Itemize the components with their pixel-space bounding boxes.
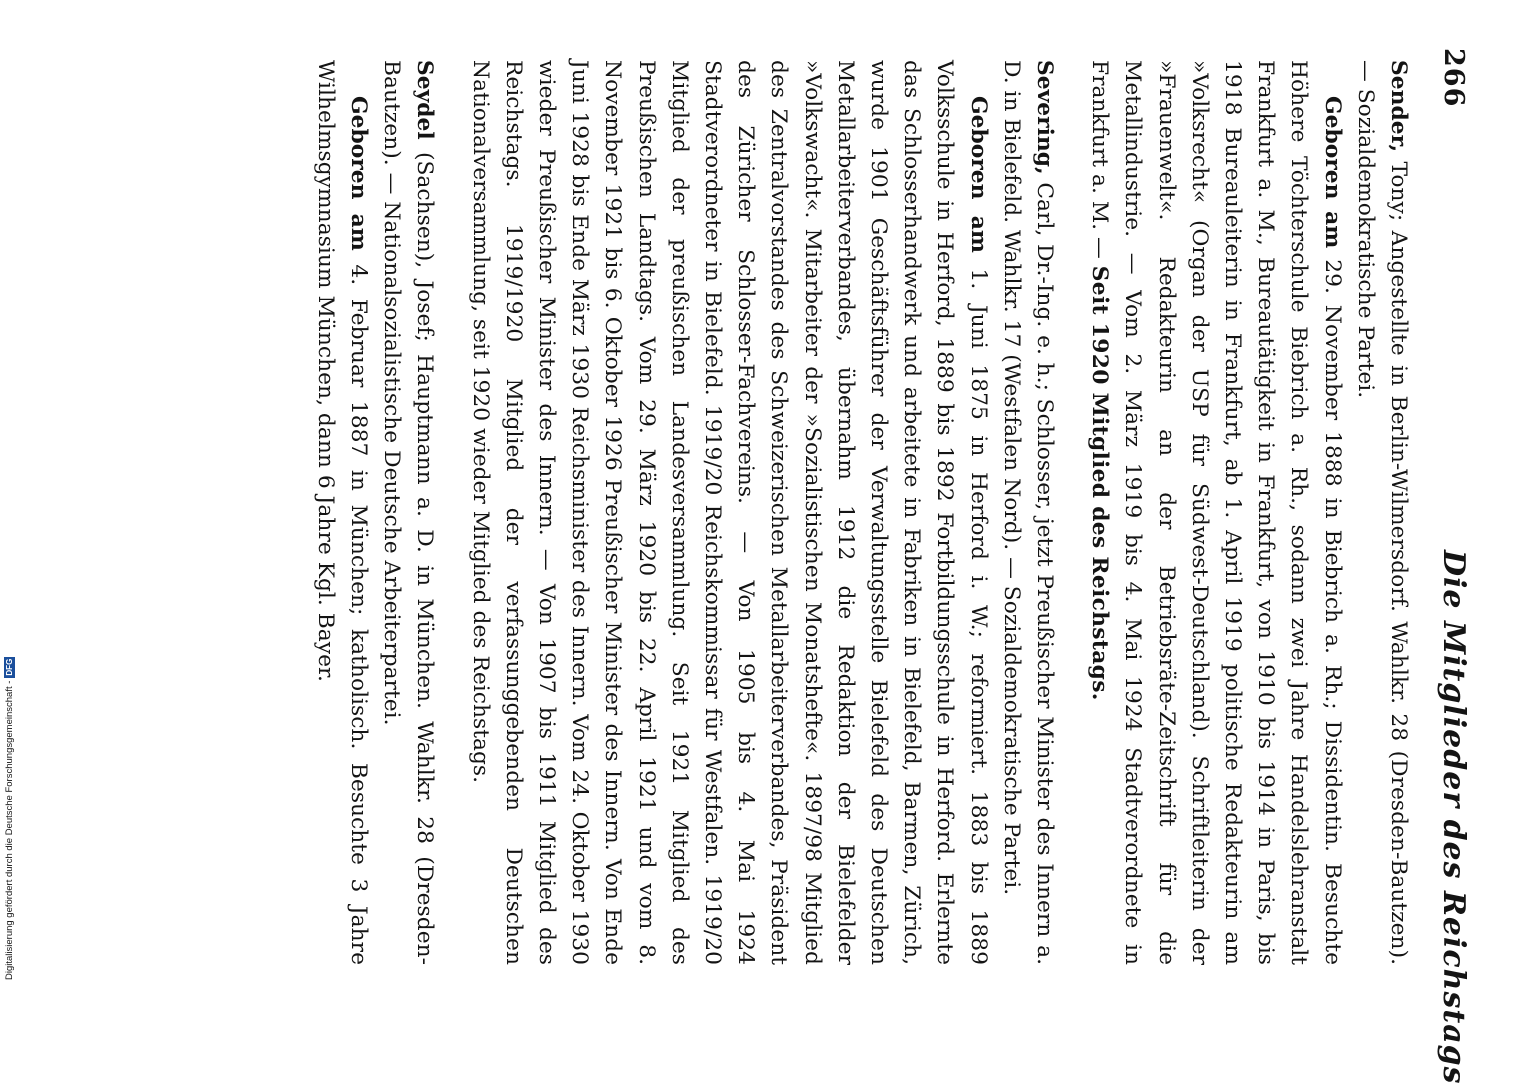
- entry-header: [995, 60, 1061, 965]
- member-details: (Sachsen), Josef; Hauptmann a. D. in München. Wahlkr. 28 (Dresden-Bautzen). — Nationalsozialistische Deutsche Arbeiterpartei.: [379, 60, 438, 965]
- member-name: Severing,: [1031, 60, 1057, 175]
- member-entry-severing: [463, 60, 1061, 965]
- birth-lead: Geboren am: [1319, 96, 1345, 249]
- entry-biography: [1083, 60, 1349, 965]
- page-number: 266: [1438, 48, 1469, 108]
- entry-header: [1349, 60, 1415, 965]
- birth-lead: Geboren am: [345, 96, 371, 251]
- member-entry-sender: [1083, 60, 1415, 965]
- biography-text: 29. November 1888 in Biebrich a. Rh.; Dissidentin. Besuchte Höhere Töchterschule Biebrich a. Rh., sodann zwei Jahre Handelslehranstalt Frankfurt a. M., Bureautätigkeit in Frankfurt, von 1910 bis 1914 in Paris, bis 1918 Bureauleiterin in Frankfurt, ab 1. April 1919 politische Redakteurin am »Volksrecht« (Organ der USP für Südwest-Deutschland). Schriftleiterin der »Frauenwelt«. Redakteurin an der Betriebsräte-Zeitschrift für die Metallindustrie. — Vom 2. März 1919 bis 4. Mai 1924 Stadtverordnete in Frankfurt a. M. —: [1087, 60, 1345, 965]
- credit-text: Digitalisierung gefördert durch die Deutsche Forschungsgemeinschaft -: [4, 680, 16, 980]
- page-body: [287, 60, 1416, 965]
- entry-biography: [309, 60, 375, 965]
- member-entry-seydel: [309, 60, 442, 965]
- biography-text: 4. Februar 1887 in München; katholisch. Besuchte 3 Jahre Wilhelmsgymnasium München, dann 6 Jahre Kgl. Bayer.: [312, 60, 371, 965]
- birth-lead: Geboren am: [965, 96, 991, 253]
- member-details: Carl, Dr.-Ing. e. h.; Schlosser, jetzt Preußischer Minister des Innern a. D. in Bielefeld. Wahlkr. 17 (Westfalen Nord). — Sozialdemokratische Partei.: [998, 60, 1057, 965]
- member-name: Sender,: [1386, 60, 1411, 153]
- entry-header: [375, 60, 441, 965]
- digitization-credit: [4, 590, 16, 980]
- member-details: Tony; Angestellte in Berlin-Wilmersdorf. Wahlkr. 28 (Dresden-Bautzen). — Sozialdemokratische Partei.: [1352, 60, 1411, 965]
- running-head: Die Mitglieder des Reichstags: [1436, 550, 1471, 1085]
- dfg-logo: DFG: [5, 658, 14, 676]
- entry-biography: [463, 60, 994, 965]
- biography-emphasis: Seit 1920 Mitglied des Reichstags.: [1087, 265, 1113, 701]
- biography-text: 1. Juni 1875 in Herford i. W.; reformiert. 1883 bis 1889 Volksschule in Herford, 1889 bis 1892 Fortbildungsschule in Herford. Erlernte das Schlosserhandwerk und arbeitete in Fabriken in Bielefeld, Barmen, Zürich, wurde 1901 Geschäftsführer der Verwaltungsstelle Bielefeld des Deutschen Metallarbeiterverbandes, übernahm 1912 die Redaktion der Bielefelder »Volkswacht«. Mitarbeiter der »Sozialistischen Monatshefte«. 1897/98 Mitglied des Zentralvorstandes des Schweizerischen Metallarbeiterverbandes, Präsident des Züricher Schlosser-Fachvereins. — Von 1905 bis 4. Mai 1924 Stadtverordneter in Bielefeld. 1919/20 Reichskommissar für Westfalen. 1919/20 Mitglied der preußischen Landesversammlung. Seit 1921 Mitglied des Preußischen Landtags. Vom 29. März 1920 bis 22. April 1921 und vom 8. November 1921 bis 6. Oktober 1926 Preußischer Minister des Innern. Von Ende Juni 1928 bis Ende März 1930 Reichsminister des Innern. Vom 24. Oktober 1930 wieder Preußischer Minister des Innern. — Von 1907 bis 1911 Mitglied des Reichstags. 1919/1920 Mitglied der verfassunggebenden Deutschen Nationalversammlung, seit 1920 wieder Mitglied des Reichstags.: [467, 60, 991, 965]
- member-name: Seydel: [412, 60, 438, 140]
